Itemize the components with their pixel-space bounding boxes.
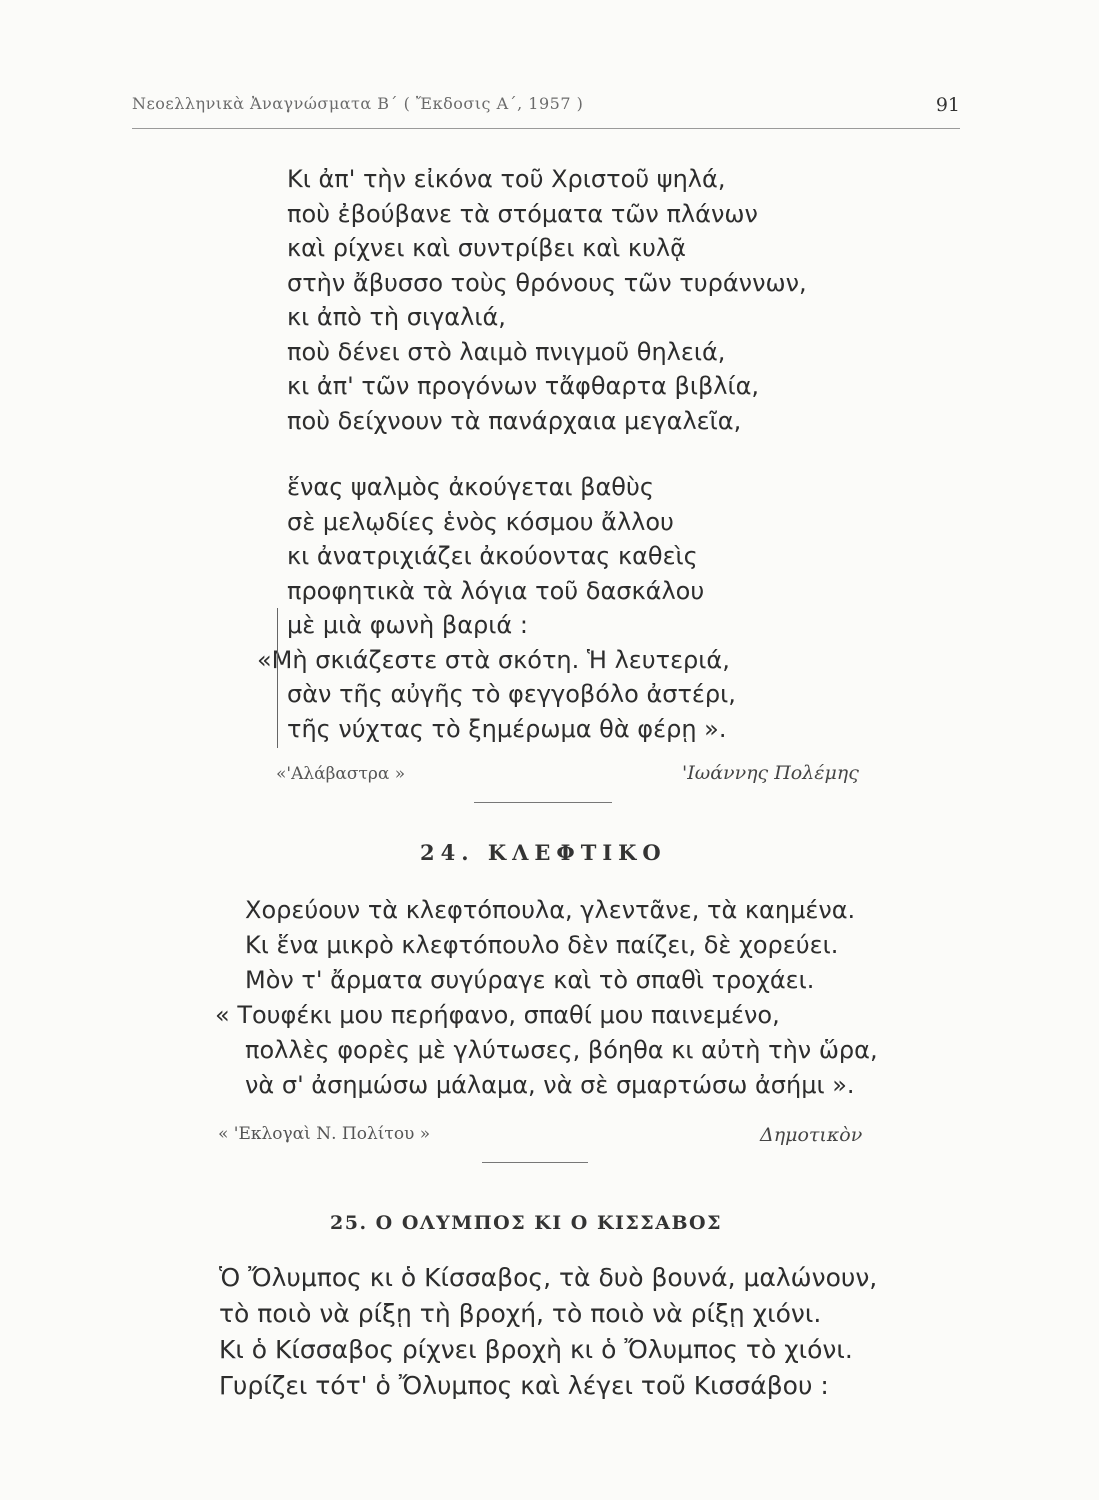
poem-23-stanza-2 — [257, 470, 736, 746]
verse-line: Κι ἕνα μικρὸ κλεφτόπουλο δὲν παίζει, δὲ χορεύει. — [245, 931, 839, 959]
verse-line: ποὺ δένει στὸ λαιμὸ πνιγμοῦ θηλειά, — [287, 337, 726, 366]
verse-line: μὲ μιὰ φωνὴ βαριά : — [287, 611, 528, 639]
verse-line: στὴν ἄβυσσο τοὺς θρόνους τῶν τυράννων, — [287, 268, 807, 297]
poem-23-stanza-1 — [287, 162, 807, 438]
verse-line: Γυρίζει τότ' ὁ Ὄλυμπος καὶ λέγει τοῦ Κισσάβου : — [219, 1371, 829, 1400]
verse-line: Κι ἀπ' τὴν εἰκόνα τοῦ Χριστοῦ ψηλά, — [287, 165, 726, 193]
poem-24-title: 24. ΚΛΕΦΤΙΚΟ — [420, 840, 667, 865]
verse-line: τὸ ποιὸ νὰ ρίξῃ τὴ βροχή, τὸ ποιὸ νὰ ρίξῃ χιόνι. — [219, 1299, 822, 1328]
verse-line: καὶ ρίχνει καὶ συντρίβει καὶ κυλᾷ — [287, 234, 686, 262]
verse-line: πολλὲς φορὲς μὲ γλύτωσες, βόηθα κι αὐτὴ τὴν ὥρα, — [245, 1036, 878, 1064]
poem-23-author: 'Ιωάννης Πολέμης — [682, 762, 859, 784]
verse-line: Μὸν τ' ἄρματα συγύραγε καὶ τὸ σπαθὶ τροχάει. — [245, 966, 815, 994]
poem-25-text — [219, 1260, 877, 1404]
verse-line: κι ἀπὸ τὴ σιγαλιά, — [287, 303, 506, 331]
verse-line: κι ἀπ' τῶν προγόνων τἄφθαρτα βιβλία, — [287, 372, 760, 400]
poem-24-author: Δημοτικὸν — [760, 1124, 863, 1146]
running-header — [132, 94, 960, 129]
book-title: Νεοελληνικὰ Ἀναγνώσματα Β΄ ( Ἔκδοσις Α΄, 1957 ) — [132, 94, 584, 113]
verse-line: ποὺ ἐβούβανε τὰ στόματα τῶν πλάνων — [287, 199, 758, 228]
verse-line: τῆς νύχτας τὸ ξημέρωμα θὰ φέρῃ ». — [287, 714, 727, 743]
poem-24-source: « 'Εκλογαὶ Ν. Πολίτου » — [218, 1124, 431, 1144]
poem-24-text — [215, 893, 878, 1103]
section-divider — [482, 1162, 588, 1163]
verse-line: προφητικὰ τὰ λόγια τοῦ δασκάλου — [287, 576, 705, 605]
poem-25-title: 25. Ο ΟΛΥΜΠΟΣ ΚΙ Ο ΚΙΣΣΑΒΟΣ — [330, 1212, 722, 1234]
page-number: 91 — [935, 94, 960, 116]
verse-line: Κι ὁ Κίσσαβος ρίχνει βροχὴ κι ὁ Ὄλυμπος τὸ χιόνι. — [219, 1335, 853, 1364]
verse-line: ποὺ δείχνουν τὰ πανάρχαια μεγαλεῖα, — [287, 406, 742, 435]
verse-line: σὲ μελῳδίες ἑνὸς κόσμου ἄλλου — [287, 507, 674, 536]
verse-line: « Τουφέκι μου περήφανο, σπαθί μου παινεμένο, — [215, 1001, 780, 1029]
verse-line: Χορεύουν τὰ κλεφτόπουλα, γλεντᾶνε, τὰ καημένα. — [245, 896, 856, 924]
verse-line: Ὁ Ὄλυμπος κι ὁ Κίσσαβος, τὰ δυὸ βουνά, μαλώνουν, — [219, 1263, 878, 1292]
verse-line: σὰν τῆς αὐγῆς τὸ φεγγοβόλο ἀστέρι, — [287, 680, 736, 708]
verse-line: ἕνας ψαλμὸς ἀκούγεται βαθὺς — [287, 473, 654, 501]
verse-line: νὰ σ' ἀσημώσω μάλαμα, νὰ σὲ σμαρτώσω ἀσήμι ». — [245, 1071, 855, 1099]
section-divider — [474, 802, 612, 803]
poem-23-source: «'Αλάβαστρα » — [276, 764, 406, 784]
quote-bracket — [277, 608, 288, 748]
verse-line: κι ἀνατριχιάζει ἀκούοντας καθεὶς — [287, 542, 698, 570]
verse-line: «Μὴ σκιάζεστε στὰ σκότη. Ἡ λευτεριά, — [257, 645, 730, 674]
